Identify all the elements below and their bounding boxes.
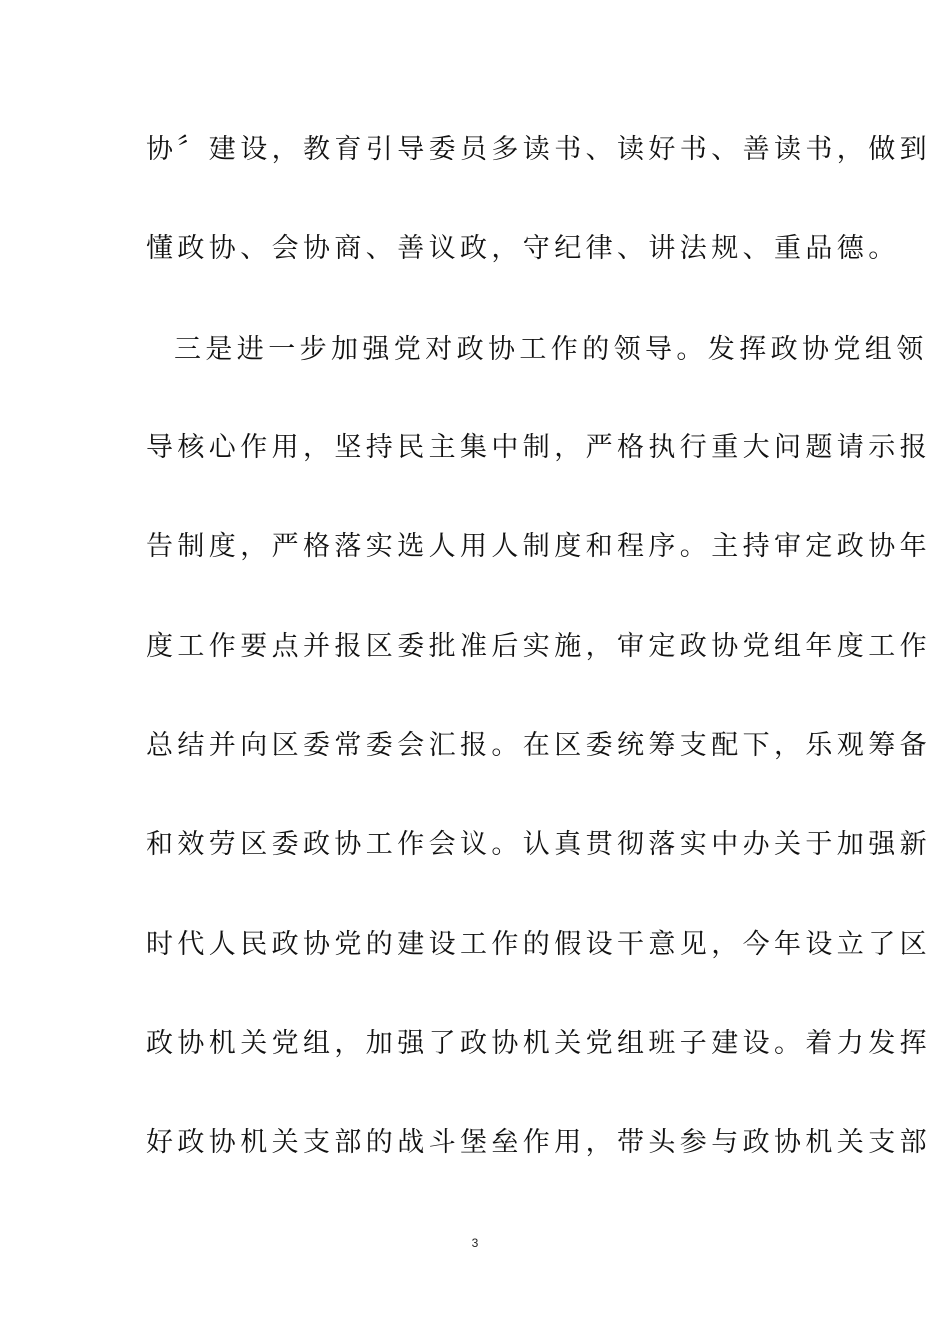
body-text-line: 总结并向区委常委会汇报。在区委统筹支配下，乐观筹备 [146, 730, 931, 761]
body-text-line: 导核心作用，坚持民主集中制，严格执行重大问题请示报 [146, 432, 931, 463]
page-number: 3 [471, 1236, 479, 1250]
body-text-line: 懂政协、会协商、善议政，守纪律、讲法规、重品德。 [146, 233, 900, 264]
body-text-line: 时代人民政协党的建设工作的假设干意见，今年设立了区 [146, 929, 931, 960]
body-text-line: 度工作要点并报区委批准后实施，审定政协党组年度工作 [146, 631, 931, 662]
paragraph-first-line: 三是进一步加强党对政协工作的领导。发挥政协党组领 [174, 334, 928, 365]
body-text-line: 协〞建设，教育引导委员多读书、读好书、善读书，做到 [146, 134, 931, 165]
body-text-line: 政协机关党组，加强了政协机关党组班子建设。着力发挥 [146, 1028, 931, 1059]
body-text-line: 告制度，严格落实选人用人制度和程序。主持审定政协年 [146, 531, 931, 562]
body-text-line: 和效劳区委政协工作会议。认真贯彻落实中办关于加强新 [146, 829, 931, 860]
body-text-line: 好政协机关支部的战斗堡垒作用，带头参与政协机关支部 [146, 1127, 931, 1158]
